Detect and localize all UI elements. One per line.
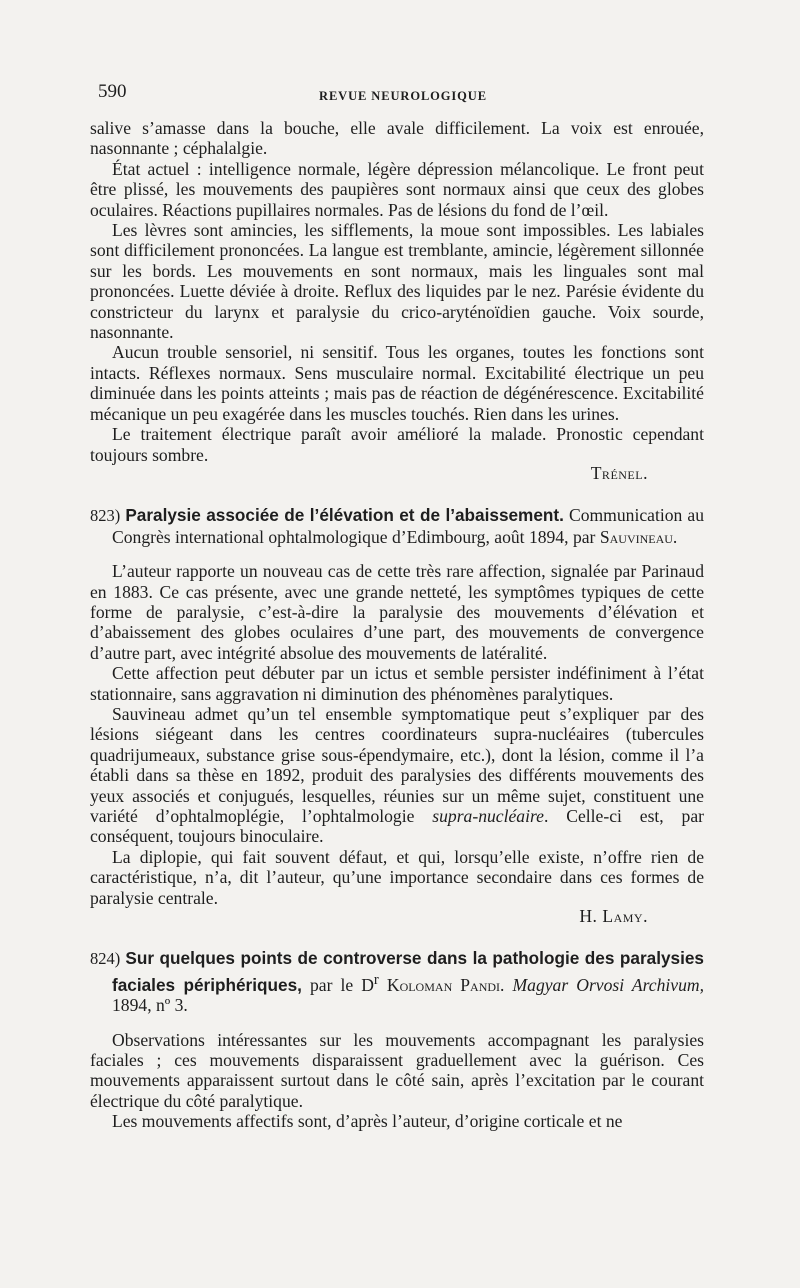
entry-title: Paralysie associée de l’élévation et de l’abaissement.	[125, 505, 564, 526]
case-report-continuation	[90, 118, 704, 483]
paragraph: Le traitement électrique paraît avoir amélioré la malade. Pronostic cependant toujours sombre.	[90, 424, 704, 465]
signature: Trénel.	[590, 462, 648, 483]
paragraph: Sauvineau admet qu’un tel ensemble symptomatique peut s’expliquer par des lésions siégeant dans les centres coordinateurs supra-nucléaires (tubercules quadrijumeaux, substance grise sous-épendymaire, etc.), dont la lésion, comme il l’a établi dans sa thèse en 1892, produit des paralysies des différents mouvements des yeux associés et conjugués, lesquelles, réunies sur un même sujet, constituent une variété d’ophtalmoplégie, l’ophtalmologie supra-nucléaire. Celle-ci est, par conséquent, toujours binoculaire.	[90, 703, 704, 847]
entry-issue: 1894, nº 3.	[112, 995, 188, 1016]
entry-citation: Communication au Congrès international ophtalmologique d’Edimbourg, août 1894, par	[112, 505, 704, 547]
entry-author: Koloman Pandi.	[386, 974, 505, 995]
page-header	[98, 82, 708, 106]
paragraph: Cette affection peut débuter par un ictus et semble persister indéfiniment à l’état stationnaire, sans aggravation ni diminution des phénomènes paralytiques.	[90, 663, 704, 704]
entry-byline: par le D	[309, 974, 374, 995]
entry-heading: 824) Sur quelques points de controverse dans la pathologie des paralysies faciales périphériques, par le $D^r$ Koloman Pandi. Magyar Orvosi Archivum, 1894, nº 3.	[90, 948, 704, 1016]
entry-journal: Magyar Orvosi Archivum,	[512, 974, 704, 995]
paragraph: État actuel : intelligence normale, légère dépression mélancolique. Le front peut être plissé, les mouvements des paupières sont normaux ainsi que ceux des globes oculaires. Réactions pupillaires normales. Pas de lésions du fond de l’œil.	[90, 158, 704, 220]
paragraph: La diplopie, qui fait souvent défaut, et qui, lorsqu’elle existe, n’offre rien de caractéristique, n’a, dit l’auteur, qu’une importance secondaire dans ces formes de paralysie centrale.	[90, 846, 704, 908]
paragraph: Les mouvements affectifs sont, d’après l’auteur, d’origine corticale et ne	[112, 1111, 623, 1132]
paragraph: Observations intéressantes sur les mouvements accompagnant les paralysies faciales ; ces mouvements disparaissent graduellement avec la guérison. Ces mouvements apparaissent surtout dans le côté sain, après l’excitation par le courant électrique du côté paralytique.	[90, 1029, 704, 1111]
paragraph: L’auteur rapporte un nouveau cas de cette très rare affection, signalée par Parinaud en 1883. Ce cas présente, avec une grande netteté, les symptômes typiques de cette forme de paralysie, c’est-à-dire la paralysie des mouvements d’élévation et d’abaissement des globes oculaires d’une part, des mouvements de convergence d’autre part, avec intégrité absolue des mouvements de latéralité.	[90, 561, 704, 663]
entry-824	[90, 948, 704, 1131]
signature: H. Lamy.	[579, 906, 648, 927]
paragraph: Les lèvres sont amincies, les sifflements, la moue sont impossibles. Les labiales sont difficilement prononcées. La langue est tremblante, amincie, légèrement sillonnée sur les bords. Les mouvements en sont normaux, mais les linguales sont mal prononcées. Luette déviée à droite. Reflux des liquides par le nez. Parésie évidente du constricteur du larynx et paralysie du crico-aryténoïdien gauche. Voix sourde, nasonnante.	[90, 220, 704, 343]
entry-heading	[90, 505, 704, 547]
page-number: 590	[98, 81, 127, 102]
emphasis: supra-nucléaire	[432, 806, 544, 826]
entry-number: 823)	[90, 506, 121, 526]
running-title: REVUE NEUROLOGIQUE	[319, 89, 487, 103]
entry-author: Sauvineau.	[599, 526, 678, 547]
entry-number: 824)	[90, 949, 121, 969]
entry-title: Sur quelques points de controverse dans la pathologie des paralysies faciales périphériques,	[112, 948, 704, 995]
paragraph: Aucun trouble sensoriel, ni sensitif. Tous les organes, toutes les fonctions sont intacts. Réflexes normaux. Sens musculaire normal. Excitabilité électrique un peu diminuée dans les points atteints ; mais pas de réaction de dégénérescence. Excitabilité mécanique un peu exagérée dans les muscles touchés. Rien dans les urines.	[90, 342, 704, 424]
paragraph: salive s’amasse dans la bouche, elle avale difficilement. La voix est enrouée, nasonnante ; céphalalgie.	[90, 118, 704, 159]
page-body	[90, 118, 704, 1132]
entry-823	[90, 505, 704, 926]
